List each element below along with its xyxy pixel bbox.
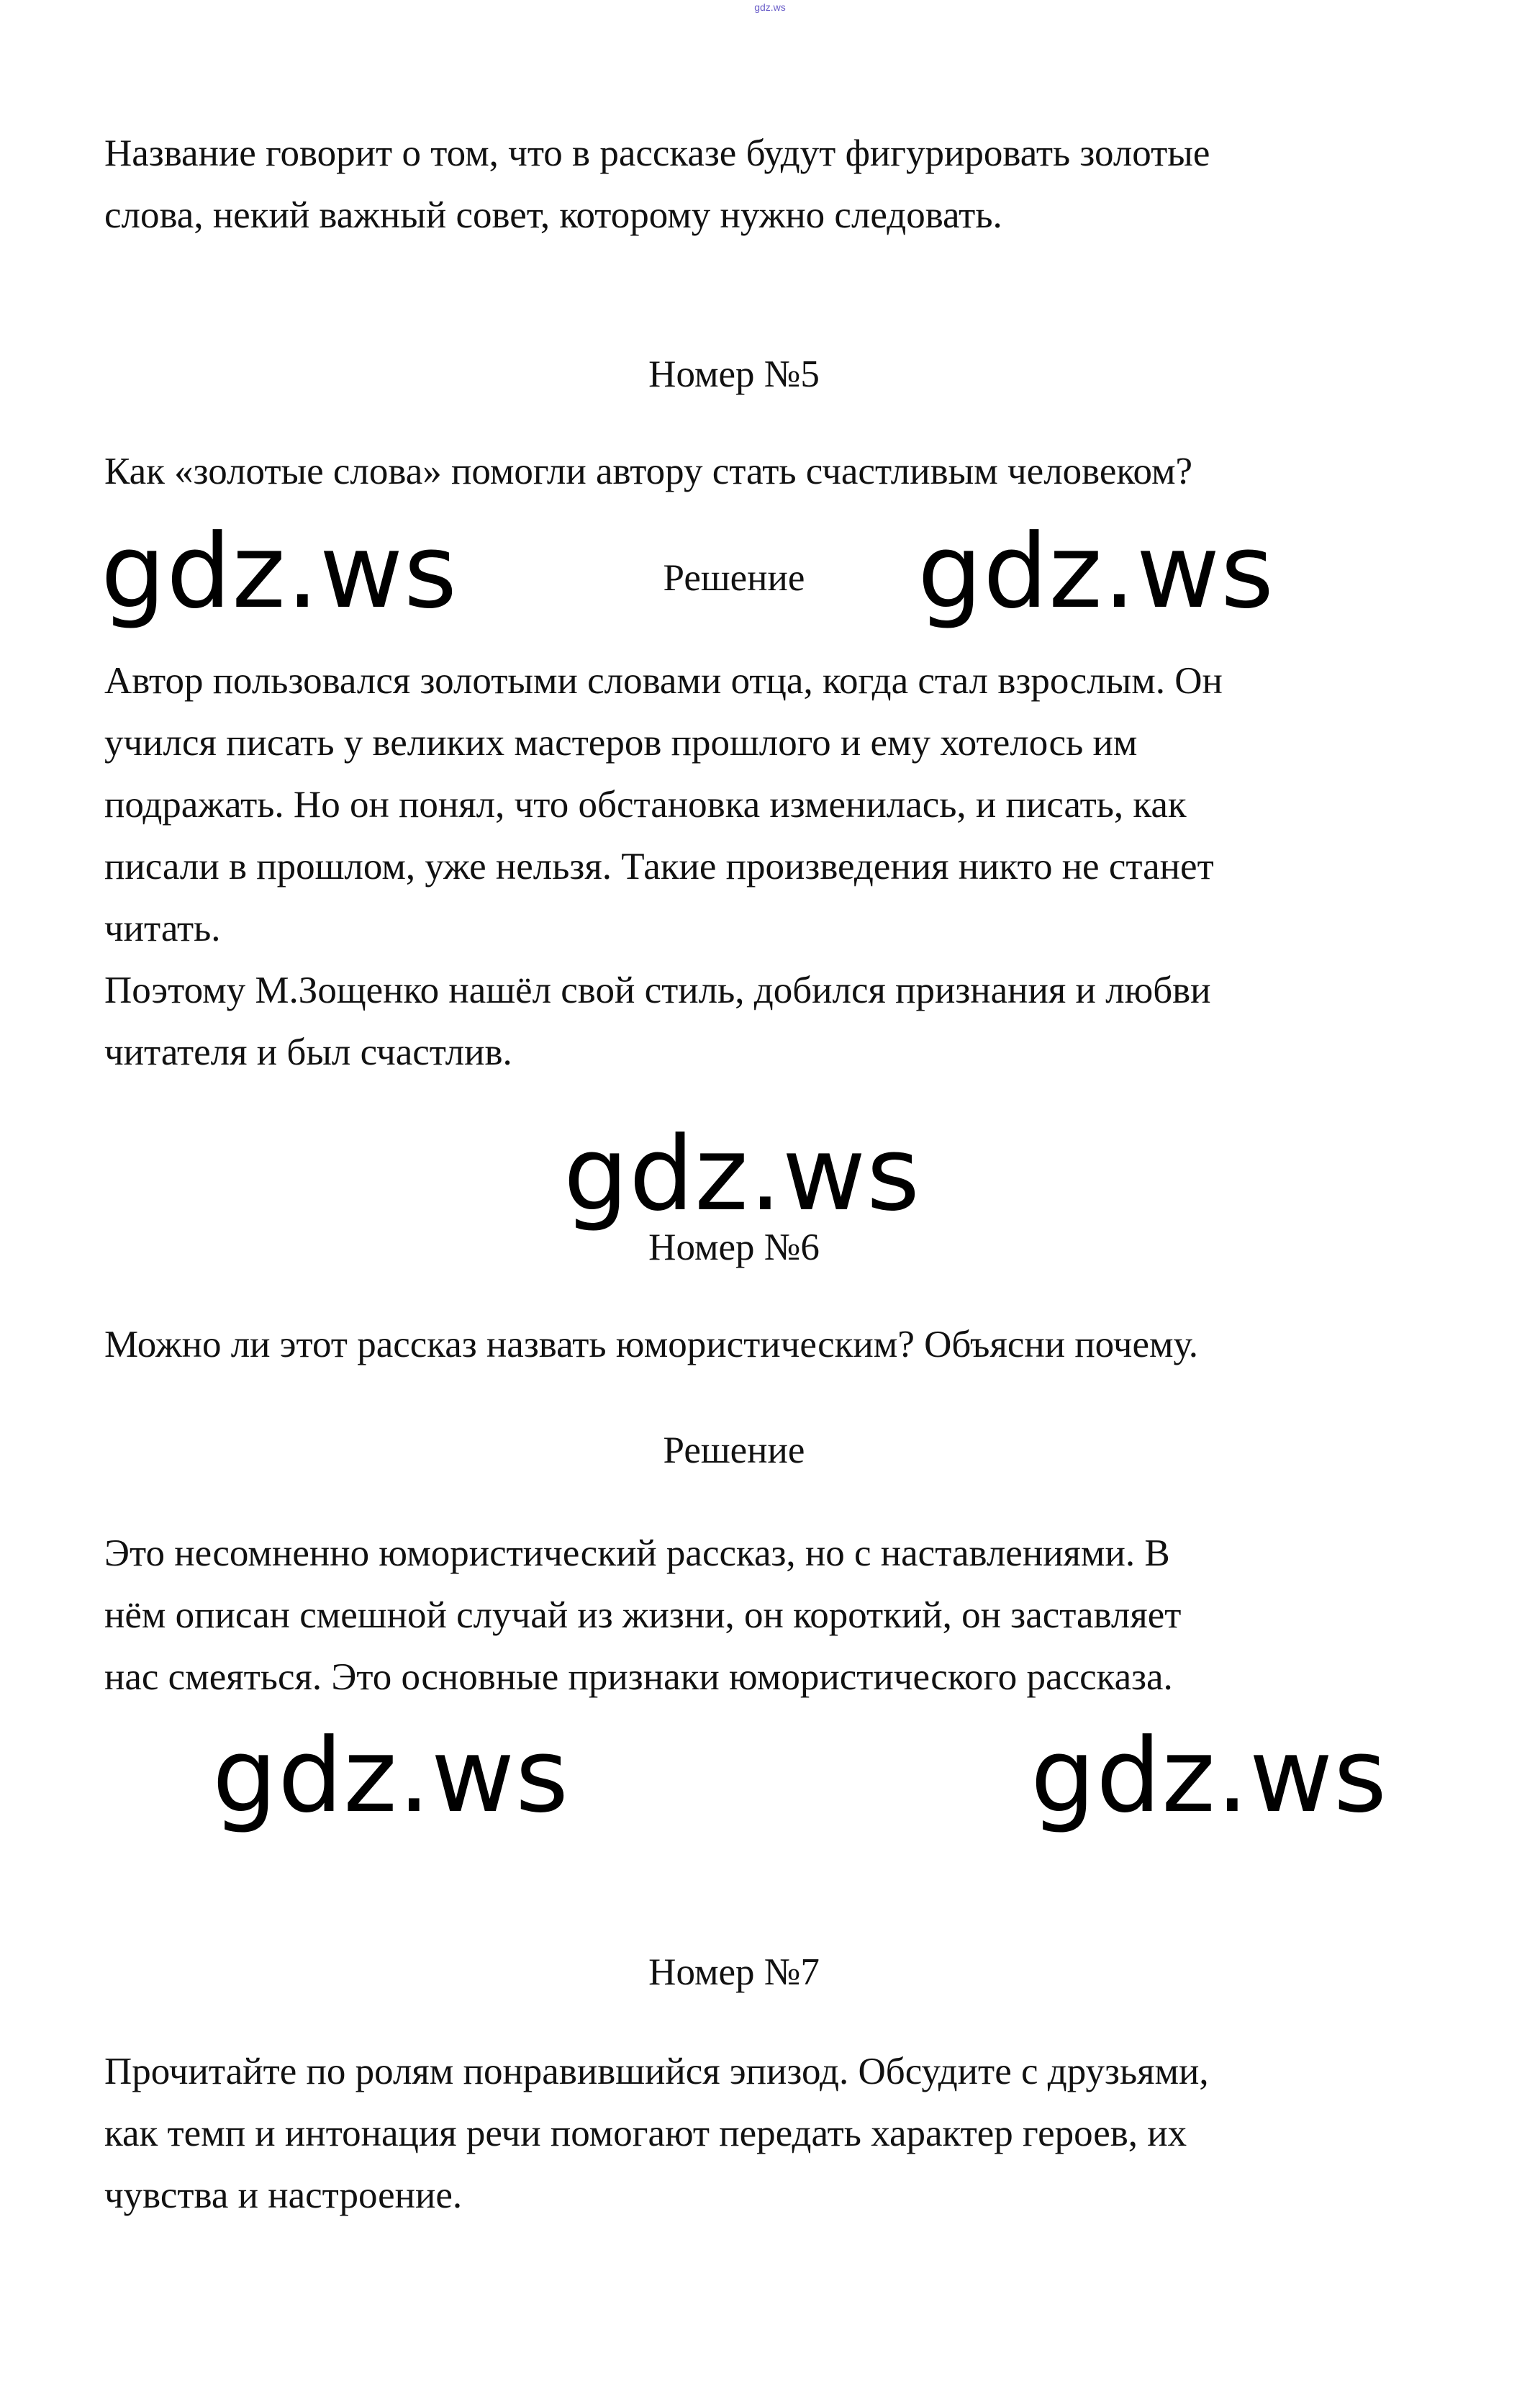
- q5-answer: Автор пользовался золотыми словами отца, когда стал взрослым. Он учился писать у великих мастеров прошлого и ему хотелось им подражать. Но он понял, что обстановка изменилась, и писать, как писали в прошлом, уже нельзя. Такие произведения никто не станет читать. Поэтому М.Зощенко нашёл свой стиль, добился признания и любви читателя и был счастлив.: [104, 660, 1223, 1073]
- q5-title: Номер №5: [648, 353, 820, 395]
- q6-question: Можно ли этот рассказ назвать юмористическим? Объясни почему.: [104, 1324, 1198, 1365]
- q6-solution-label: Решение: [663, 1429, 805, 1471]
- watermark-logo: gdz.ws: [1031, 1717, 1388, 1835]
- watermark-logo: gdz.ws: [918, 512, 1275, 631]
- q6-title: Номер №6: [648, 1227, 820, 1268]
- watermark-logo: gdz.ws: [212, 1717, 570, 1835]
- watermark-logo: gdz.ws: [101, 512, 458, 631]
- intro-paragraph: Название говорит о том, что в рассказе будут фигурировать золотые слова, некий важный совет, которому нужно следовать.: [104, 132, 1210, 236]
- q7-title: Номер №7: [648, 1951, 820, 1993]
- site-mark[interactable]: gdz.ws: [754, 1, 786, 13]
- watermark-logo: gdz.ws: [563, 1115, 921, 1234]
- q6-answer: Это несомненно юмористический рассказ, но с наставлениями. В нём описан смешной случай из жизни, он короткий, он заставляет нас смеяться. Это основные признаки юмористического рассказа.: [104, 1532, 1182, 1698]
- q5-question: Как «золотые слова» помогли автору стать счастливым человеком?: [104, 451, 1193, 492]
- q7-question: Прочитайте по ролям понравившийся эпизод. Обсудите с друзьями, как темп и интонация речи помогают передать характер героев, их чувства и настроение.: [104, 2051, 1209, 2216]
- q5-solution-label: Решение: [663, 557, 805, 599]
